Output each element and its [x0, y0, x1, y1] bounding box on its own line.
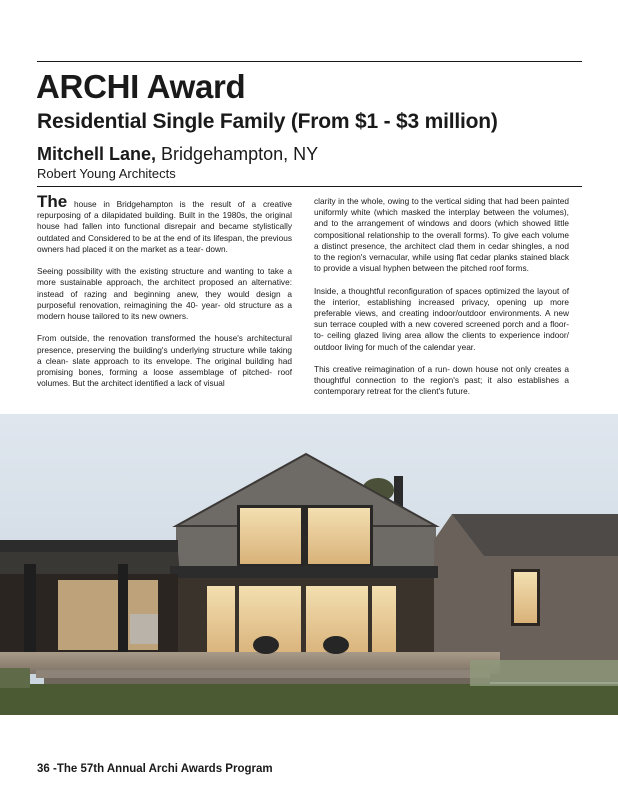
paragraph: Inside, a thoughtful reconfiguration of spaces optimized the layout of the interior, establishing increased privacy, opening up more preferable views, and creating indoor/outdoor environments. A new sun terrace coupled with a new covered screened porch and a floor- to- ceiling glazed living area allow the clients to experience indoor/ outdoor living for much of the calendar year. [314, 285, 569, 352]
paragraph: This creative reimagination of a run- down house not only creates a thoughtful connection to the region's past; it also establishes a contemporary retreat for the client's future. [314, 364, 569, 397]
award-title: ARCHI Award [36, 68, 246, 105]
section-rule [37, 186, 582, 187]
project-location: Bridgehampton, NY [161, 144, 319, 164]
paragraph-text: house in Bridgehampton is the result of a creative repurposing of a dilapidated building. Built in the 1980s, the original house had fallen into functional disrepair and became stylistically outdated and Considered to be at the end of its lifespan, the previous owners had placed it on the market as a tear- down. [37, 199, 292, 254]
architect-name: Robert Young Architects [37, 166, 176, 181]
award-category: Residential Single Family (From $1 - $3 million) [37, 110, 498, 133]
project-line [37, 143, 318, 165]
body-column-right [314, 196, 569, 409]
house-photo [0, 414, 618, 715]
paragraph: Seeing possibility with the existing structure and wanting to take a more sustainable approach, the architect proposed an alternative: instead of razing and beginning anew, they would design a purposeful renovation, reimagining the 40- year- old structure as a modern house tailored to its new owners. [37, 266, 292, 322]
paragraph: From outside, the renovation transformed the house's architectural presence, preserving the building's underlying structure while taking a clean- slate approach to its envelope. The original building had promising bones, forming a loose assemblage of pitched- roof volumes. But the architect identified a lack of visual [37, 333, 292, 389]
paragraph: clarity in the whole, owing to the vertical siding that had been painted uniformly white (which masked the interplay between the volumes), and to the arrangement of windows and doors (which showed little compositional relationship to the overall forms). To give each volume a distinct presence, the architect clad them in cedar shingles, a nod to the region's vernacular, while using flat cedar planks stained black to provide a visual hyphen between the pitched roof forms. [314, 196, 569, 274]
paragraph [37, 192, 292, 255]
page-footer: 36 -The 57th Annual Archi Awards Program [37, 763, 273, 775]
dropcap: The [37, 192, 68, 211]
body-column-left [37, 192, 292, 401]
project-name: Mitchell Lane, [37, 144, 157, 164]
top-rule [37, 61, 582, 62]
